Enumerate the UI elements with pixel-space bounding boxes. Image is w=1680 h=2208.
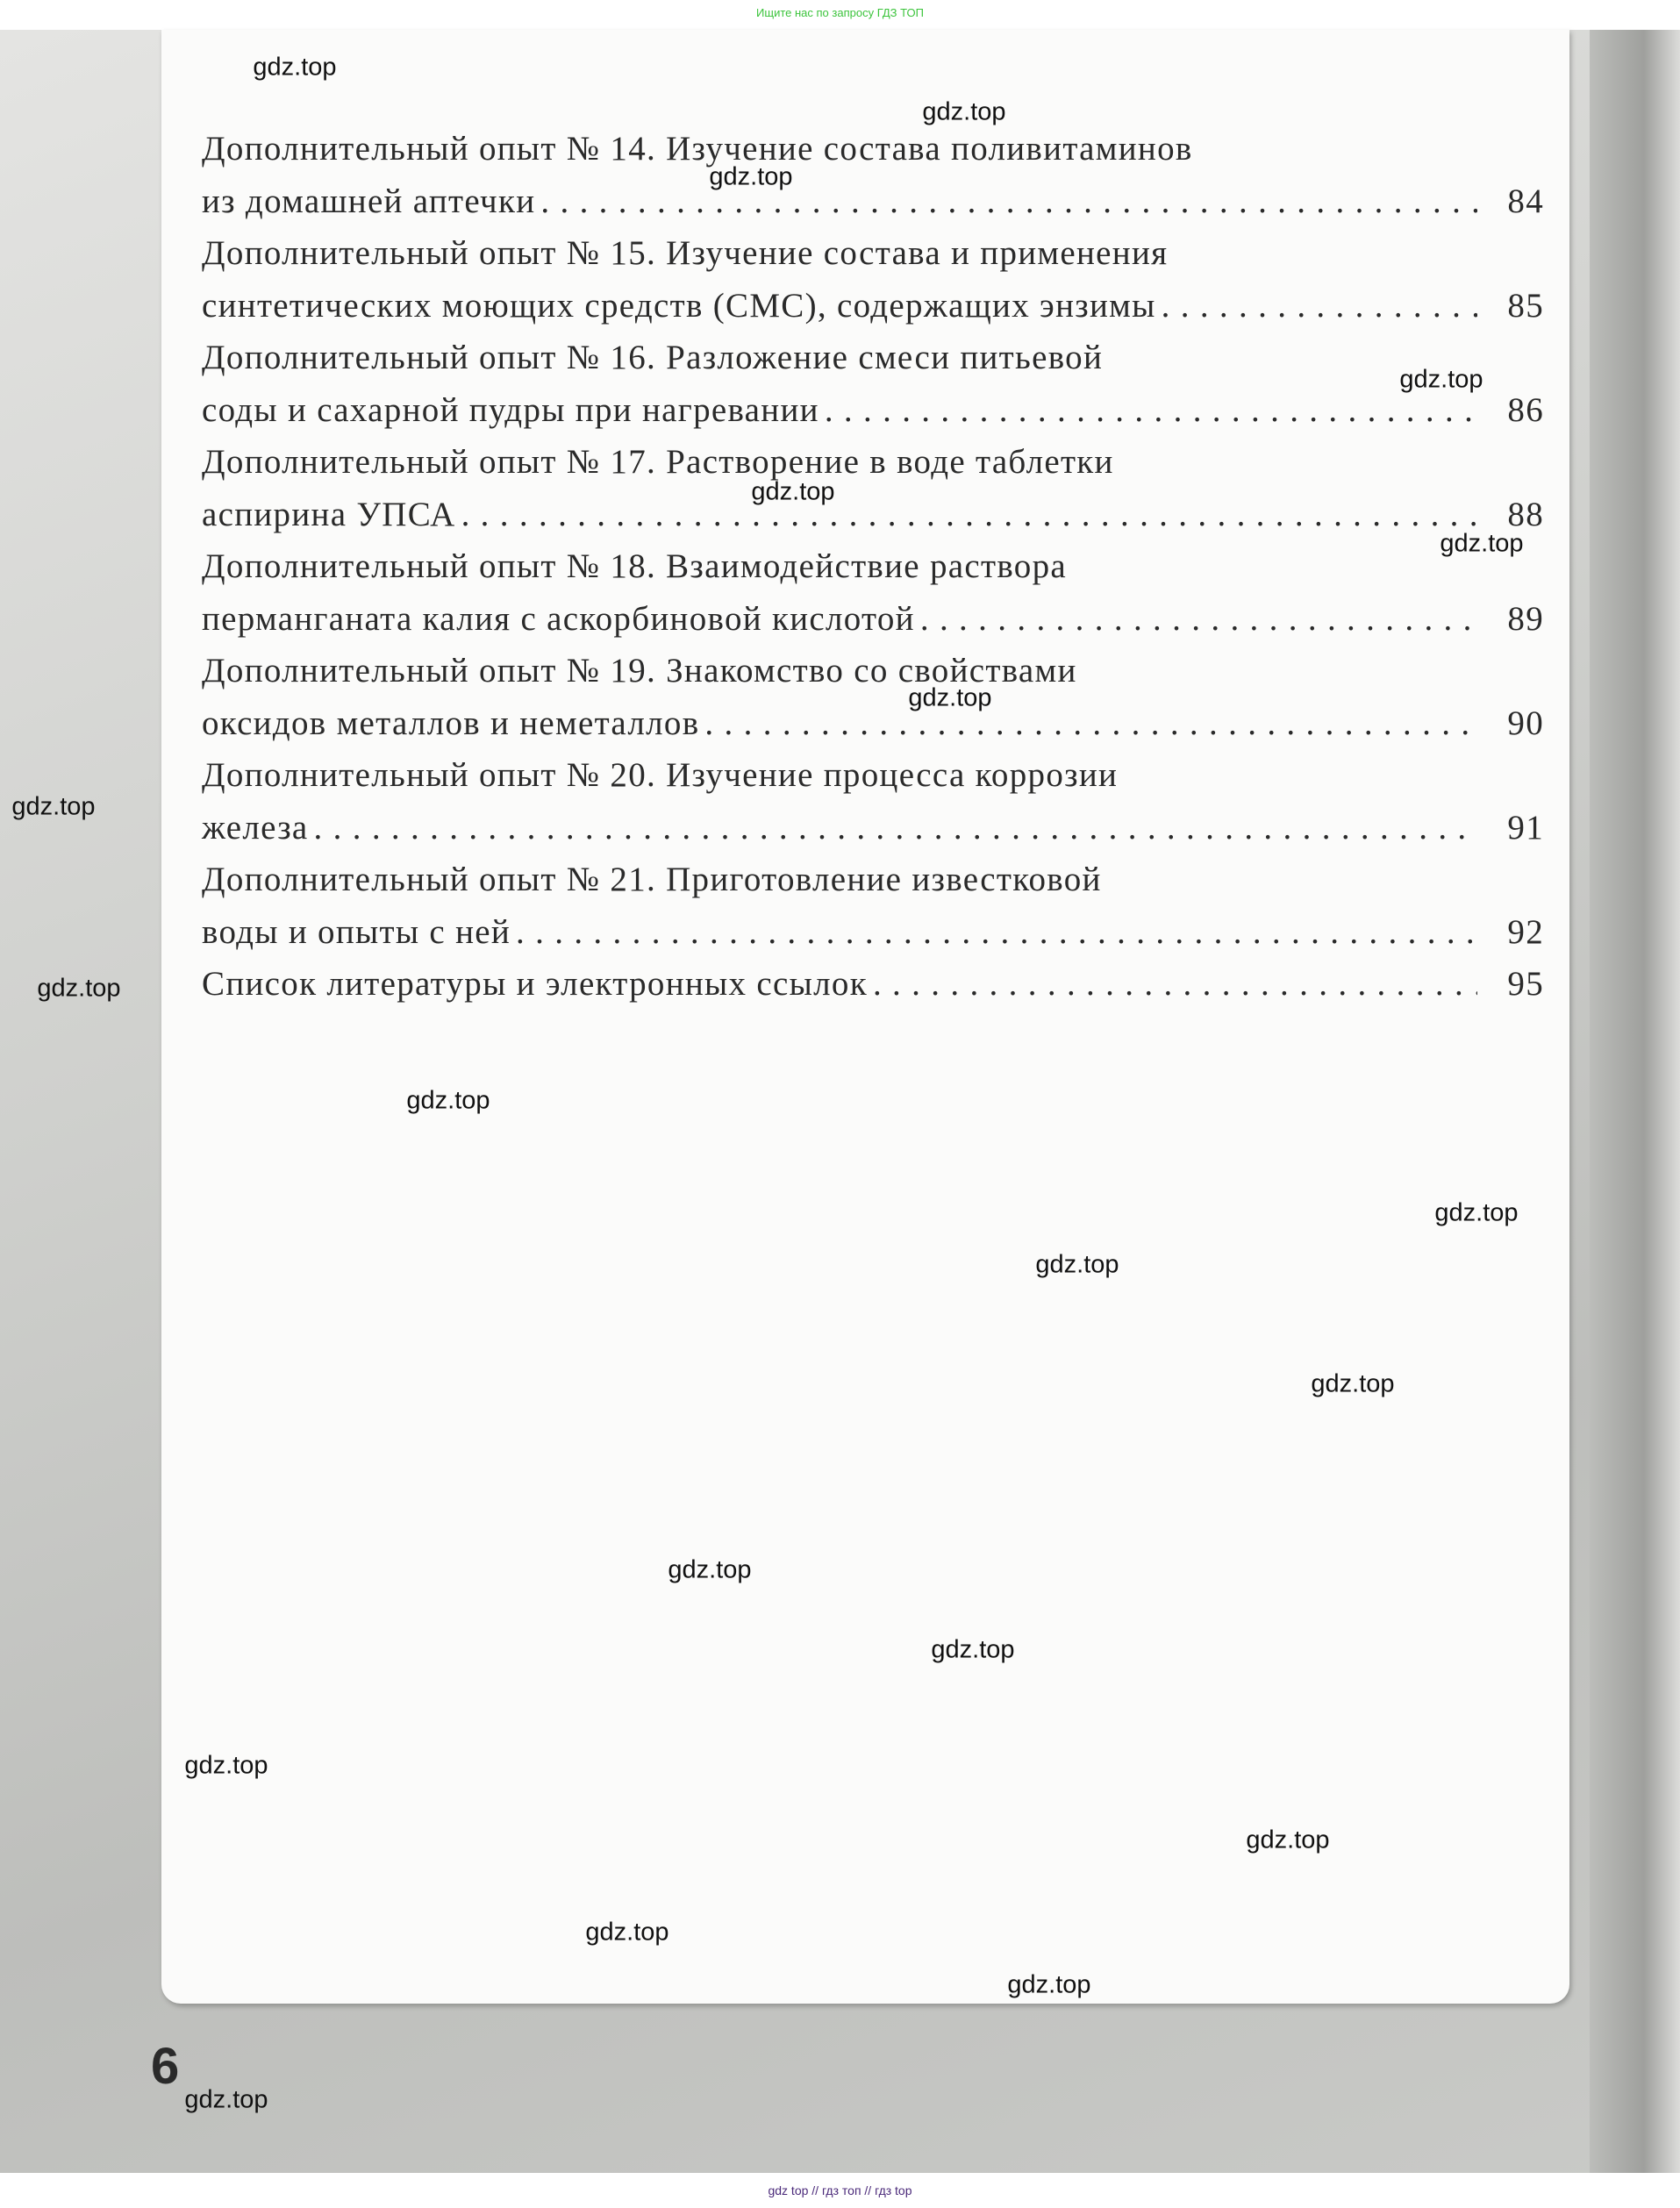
toc-entry	[202, 332, 1544, 436]
top-banner	[0, 0, 1680, 30]
toc-page-number: 85	[1507, 286, 1544, 325]
toc-entry	[202, 436, 1544, 540]
table-of-contents	[202, 123, 1544, 1011]
toc-page-number: 90	[1507, 704, 1544, 742]
dot-leader	[314, 802, 1477, 854]
watermark: gdz.top	[406, 1086, 490, 1115]
watermark: gdz.top	[1035, 1250, 1119, 1279]
toc-entry-title: Дополнительный опыт № 21. Приготовление известковой	[202, 861, 1102, 898]
bottom-banner	[0, 2173, 1680, 2208]
watermark: gdz.top	[1246, 1826, 1330, 1854]
dot-leader	[516, 906, 1477, 959]
watermark: gdz.top	[751, 477, 835, 506]
dot-leader	[825, 384, 1477, 437]
watermark: gdz.top	[709, 162, 793, 191]
toc-entry-title: Дополнительный опыт № 14. Изучение состава поливитаминов	[202, 130, 1193, 168]
toc-entry-title-cont: соды и сахарной пудры при нагревании	[202, 390, 819, 429]
dot-leader	[540, 175, 1477, 228]
toc-entry-title: Дополнительный опыт № 19. Знакомство со свойствами	[202, 652, 1077, 690]
watermark: gdz.top	[922, 97, 1006, 126]
toc-entry	[202, 958, 1544, 1011]
toc-entry-title-cont: железа	[202, 808, 309, 847]
watermark: gdz.top	[908, 683, 992, 712]
watermark: gdz.top	[585, 1918, 669, 1947]
toc-entry-title: Список литературы и электронных ссылок	[202, 965, 868, 1003]
toc-page-number: 86	[1507, 390, 1544, 429]
watermark: gdz.top	[1434, 1198, 1519, 1227]
dot-leader	[461, 489, 1477, 541]
dot-leader	[1162, 280, 1477, 332]
watermark: gdz.top	[37, 974, 121, 1003]
watermark: gdz.top	[1311, 1369, 1395, 1398]
watermark: gdz.top	[668, 1555, 752, 1584]
bottom-banner-text: gdz top // гдз топ // гдз top	[768, 2183, 912, 2197]
toc-entry-title: Дополнительный опыт № 16. Разложение смеси питьевой	[202, 339, 1104, 376]
toc-page-number: 89	[1507, 599, 1544, 638]
watermark: gdz.top	[931, 1635, 1015, 1664]
watermark: gdz.top	[184, 1751, 268, 1780]
dot-leader	[920, 593, 1477, 646]
dot-leader	[873, 958, 1477, 1011]
toc-entry	[202, 854, 1544, 958]
watermark: gdz.top	[1399, 365, 1483, 394]
toc-page-number: 92	[1507, 912, 1544, 951]
top-banner-text: Ищите нас по запросу ГДЗ ТОП	[756, 6, 924, 19]
toc-page-number: 95	[1507, 965, 1544, 1003]
toc-entry-title-cont: аспирина УПСА	[202, 495, 456, 533]
toc-entry	[202, 540, 1544, 645]
toc-entry-title-cont: из домашней аптечки	[202, 182, 536, 220]
watermark: gdz.top	[1007, 1970, 1091, 1999]
toc-entry-title-cont: синтетических моющих средств (СМС), содержащих энзимы	[202, 286, 1156, 325]
watermark: gdz.top	[184, 2085, 268, 2114]
watermark: gdz.top	[253, 53, 337, 82]
toc-entry-title: Дополнительный опыт № 15. Изучение состава и применения	[202, 234, 1169, 272]
book-edge	[1590, 30, 1680, 2173]
toc-page-number: 84	[1507, 182, 1544, 220]
toc-entry	[202, 227, 1544, 332]
toc-entry-title: Дополнительный опыт № 17. Растворение в воде таблетки	[202, 443, 1114, 481]
toc-entry-title: Дополнительный опыт № 20. Изучение процесса коррозии	[202, 756, 1119, 794]
toc-entry-title-cont: воды и опыты с ней	[202, 912, 511, 951]
toc-page-number: 91	[1507, 808, 1544, 847]
toc-entry	[202, 749, 1544, 854]
page-number: 6	[151, 2038, 180, 2095]
toc-entry-title-cont: перманганата калия с аскорбиновой кислотой	[202, 599, 915, 638]
watermark: gdz.top	[11, 792, 96, 821]
toc-entry-title-cont: оксидов металлов и неметаллов	[202, 704, 700, 742]
toc-entry-title: Дополнительный опыт № 18. Взаимодействие раствора	[202, 547, 1067, 585]
toc-page-number: 88	[1507, 495, 1544, 533]
dot-leader	[704, 697, 1477, 750]
watermark: gdz.top	[1440, 529, 1524, 558]
toc-entry	[202, 123, 1544, 227]
toc-entry	[202, 645, 1544, 749]
